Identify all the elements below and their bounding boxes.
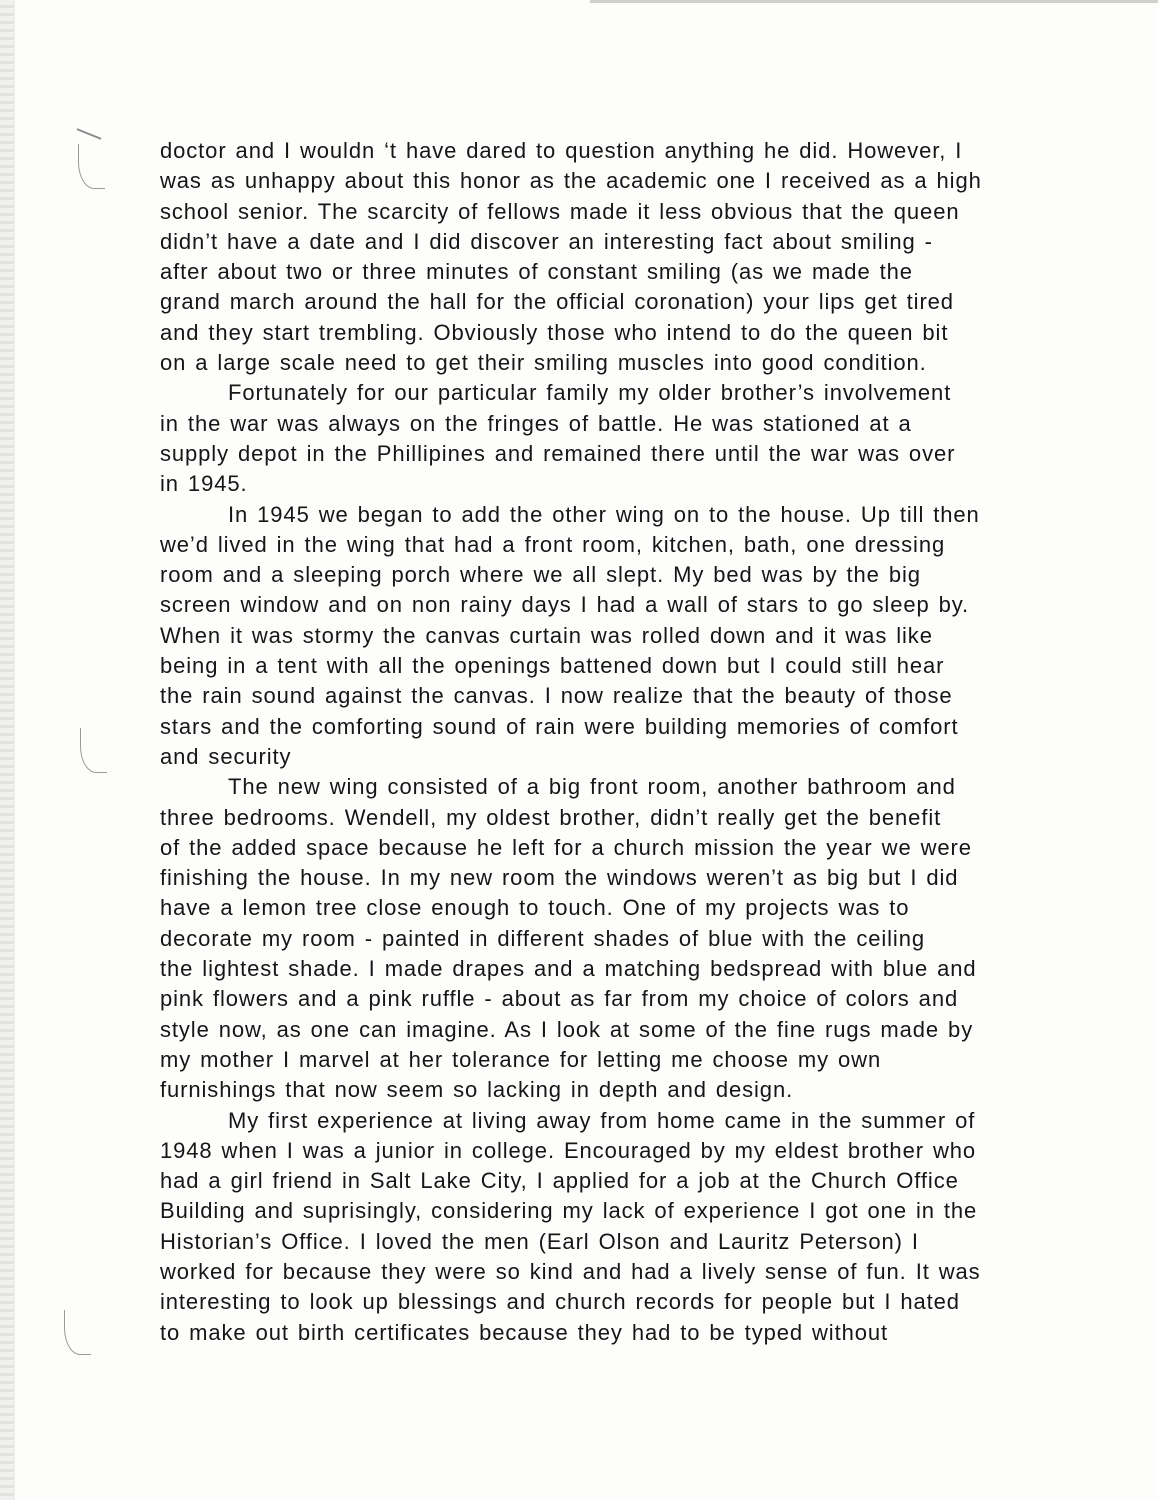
text-line: furnishings that now seem so lacking in depth and design. [160, 1077, 794, 1103]
text-line: worked for because they were so kind and had a lively sense of fun. It was [160, 1258, 981, 1284]
text-line: When it was stormy the canvas curtain was rolled down and it was like [160, 622, 933, 648]
memoir-text [160, 136, 1060, 1348]
text-line: decorate my room - painted in different shades of blue with the ceiling [160, 925, 925, 951]
text-line: to make out birth certificates because they had to be typed without [160, 1319, 889, 1345]
text-line: in the war was always on the fringes of battle. He was stationed at a [160, 410, 912, 436]
text-line: Building and suprisingly, considering my lack of experience I got one in the [160, 1198, 978, 1224]
text-line: on a large scale need to get their smiling muscles into good condition. [160, 350, 927, 376]
text-line: The new wing consisted of a big front room, another bathroom and [228, 774, 956, 800]
text-line: we’d lived in the wing that had a front room, kitchen, bath, one dressing [160, 531, 946, 557]
text-line: My first experience at living away from home came in the summer of [228, 1107, 976, 1133]
text-line: had a girl friend in Salt Lake City, I applied for a job at the Church Office [160, 1168, 959, 1194]
text-line: my mother I marvel at her tolerance for letting me choose my own [160, 1046, 882, 1072]
binder-hole-bottom [64, 1310, 91, 1355]
text-line: Fortunately for our particular family my older brother’s involvement [228, 380, 952, 406]
text-line: being in a tent with all the openings battened down but I could still hear [160, 653, 945, 679]
text-line: interesting to look up blessings and church records for people but I hated [160, 1289, 960, 1315]
text-line: finishing the house. In my new room the windows weren’t as big but I did [160, 865, 959, 891]
text-line: pink flowers and a pink ruffle - about as far from my choice of colors and [160, 986, 959, 1012]
text-line: 1948 when I was a junior in college. Encouraged by my eldest brother who [160, 1137, 977, 1163]
paper-top-edge [590, 0, 1158, 3]
text-line: three bedrooms. Wendell, my oldest brother, didn’t really get the benefit [160, 804, 942, 830]
text-line: grand march around the hall for the official coronation) your lips get tired [160, 289, 954, 315]
text-line: after about two or three minutes of constant smiling (as we made the [160, 259, 913, 285]
text-line: stars and the comforting sound of rain were building memories of comfort [160, 713, 959, 739]
pen-mark [77, 128, 102, 140]
text-line: in 1945. [160, 471, 248, 497]
text-line: school senior. The scarcity of fellows made it less obvious that the queen [160, 198, 960, 224]
text-line: room and a sleeping porch where we all slept. My bed was by the big [160, 562, 921, 588]
text-line: screen window and on non rainy days I had a wall of stars to go sleep by. [160, 592, 970, 618]
binder-hole-top [78, 144, 105, 189]
text-line: supply depot in the Phillipines and remained there until the war was over [160, 440, 956, 466]
text-line: the lightest shade. I made drapes and a matching bedspread with blue and [160, 956, 977, 982]
text-line: doctor and I wouldn ‘t have dared to question anything he did. However, I [160, 138, 963, 163]
perforated-edge [0, 0, 15, 1500]
text-line: style now, as one can imagine. As I look at some of the fine rugs made by [160, 1016, 974, 1042]
text-line: Historian’s Office. I loved the men (Earl Olson and Lauritz Peterson) I [160, 1228, 919, 1254]
text-line: have a lemon tree close enough to touch. One of my projects was to [160, 895, 910, 921]
binder-hole-middle [80, 728, 107, 773]
text-line: was as unhappy about this honor as the academic one I received as a high [160, 168, 982, 194]
text-line: In 1945 we began to add the other wing on to the house. Up till then [228, 501, 980, 527]
text-line: and they start trembling. Obviously those who intend to do the queen bit [160, 319, 949, 345]
text-line: the rain sound against the canvas. I now realize that the beauty of those [160, 683, 953, 709]
text-line: of the added space because he left for a church mission the year we were [160, 834, 972, 860]
text-line: didn’t have a date and I did discover an interesting fact about smiling - [160, 228, 933, 254]
text-line: and security [160, 743, 292, 769]
